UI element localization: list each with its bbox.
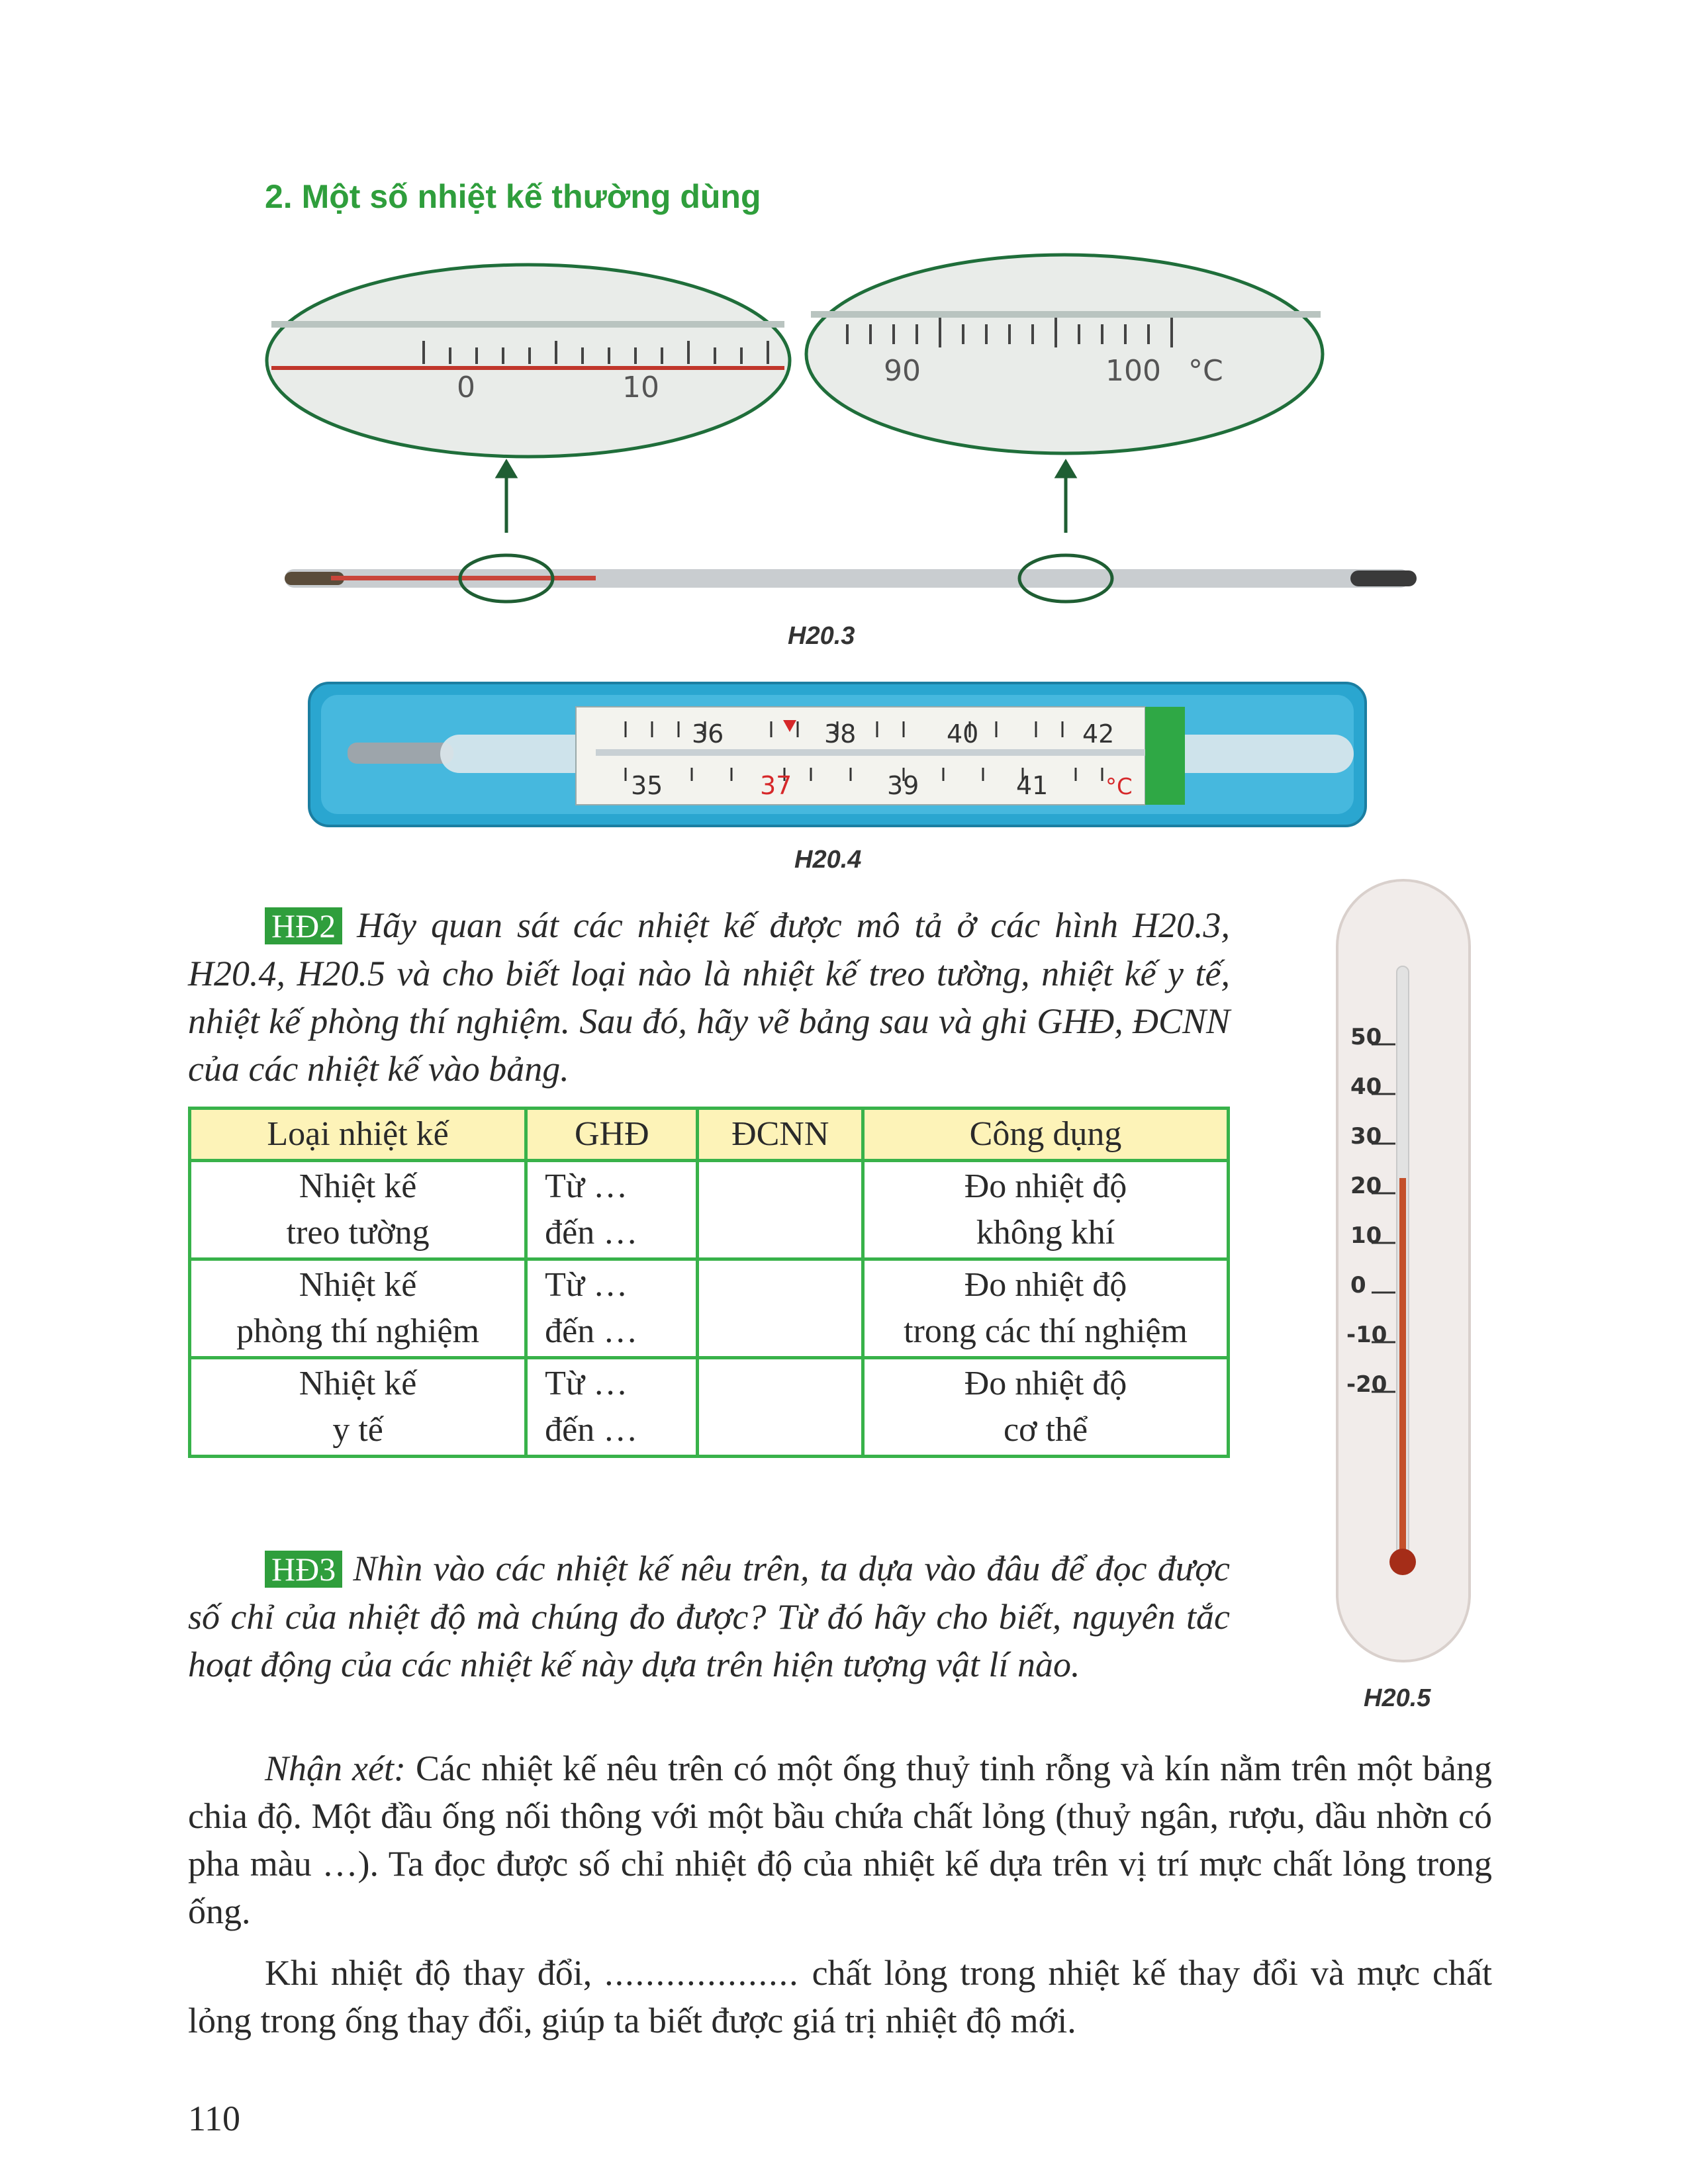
- hd2-tag: HĐ2: [265, 907, 342, 944]
- h205-label-10: 10: [1350, 1222, 1382, 1249]
- figure-h20-4-scale: [308, 682, 1367, 827]
- remark-label: Nhận xét:: [265, 1749, 406, 1788]
- zoom-arrows: [498, 462, 1074, 533]
- zoom-right: [806, 255, 1323, 453]
- section-heading: 2. Một số nhiệt kế thường dùng: [265, 178, 761, 215]
- caption-h20-5: H20.5: [1364, 1684, 1431, 1712]
- h204-unit: °C: [1105, 774, 1133, 800]
- caption-h20-3: H20.3: [788, 622, 855, 650]
- h204-label-39: 39: [887, 771, 919, 800]
- table-row: [190, 1259, 1229, 1358]
- final-after: chất lỏng trong nhiệt kế thay đổi và mực chất lỏng trong ống thay đổi, giúp ta biết được giá trị nhiệt độ mới.: [188, 1953, 1492, 2040]
- header-ghd: GHĐ: [526, 1109, 698, 1161]
- h205-label-20: 20: [1350, 1173, 1382, 1199]
- final-blank: ...................: [604, 1953, 800, 1993]
- zoom-right-label-unit: °C: [1188, 354, 1223, 388]
- h204-label-41: 41: [1016, 771, 1049, 800]
- cell-use: Đo nhiệt độ cơ thể: [863, 1358, 1229, 1457]
- cell-ghd: Từ … đến …: [526, 1161, 698, 1259]
- h205-label-minus10: -10: [1346, 1322, 1387, 1348]
- caption-h20-4: H20.4: [794, 846, 862, 874]
- h204-label-36: 36: [692, 719, 724, 749]
- h205-label-0: 0: [1350, 1272, 1366, 1298]
- zoom-left-label-10: 10: [622, 371, 659, 404]
- h205-label-minus20: -20: [1346, 1371, 1387, 1398]
- page-number: 110: [188, 2099, 240, 2138]
- h204-label-40: 40: [947, 719, 979, 749]
- cell-ghd: Từ … đến …: [526, 1358, 698, 1457]
- remark-text: Các nhiệt kế nêu trên có một ống thuỷ tinh rỗng và kín nằm trên một bảng chia độ. Một đầu ống nối thông với một bầu chứa chất lỏng (thuỷ ngân, rượu, dầu nhờn có pha màu …). Ta đọc được số chỉ nhiệt độ của nhiệt kế dựa trên vị trí mực chất lỏng trong ống.: [188, 1749, 1492, 1931]
- cell-type: Nhiệt kế y tế: [190, 1358, 526, 1457]
- cell-use: Đo nhiệt độ không khí: [863, 1161, 1229, 1259]
- hd3-paragraph: [188, 1545, 1230, 1688]
- h205-label-30: 30: [1350, 1123, 1382, 1150]
- zoom-left-label-0: 0: [457, 371, 475, 404]
- header-type: Loại nhiệt kế: [190, 1109, 526, 1161]
- h204-label-35: 35: [631, 771, 663, 800]
- h205-label-50: 50: [1350, 1024, 1382, 1050]
- remark-paragraph: [188, 1745, 1492, 1935]
- hd3-tag: HĐ3: [265, 1551, 342, 1588]
- zoom-right-label-90: 90: [884, 354, 921, 388]
- cell-dcnn: [698, 1259, 863, 1358]
- zoom-right-label-100: 100: [1105, 354, 1161, 388]
- lab-thermometer: [285, 555, 1417, 602]
- final-before: Khi nhiệt độ thay đổi,: [265, 1953, 592, 1993]
- hd2-text: Hãy quan sát các nhiệt kế được mô tả ở các hình H20.3, H20.4, H20.5 và cho biết loại nào là nhiệt kế treo tường, nhiệt kế y tế, nhiệt kế phòng thí nghiệm. Sau đó, hãy vẽ bảng sau và ghi GHĐ, ĐCNN của các nhiệt kế vào bảng.: [188, 905, 1230, 1089]
- h204-label-38: 38: [824, 719, 857, 749]
- cell-ghd: Từ … đến …: [526, 1259, 698, 1358]
- figure-h20-3: [265, 238, 1430, 615]
- zoom-left: [267, 265, 790, 457]
- table-row: [190, 1358, 1229, 1457]
- table-header-row: [190, 1109, 1229, 1161]
- cell-dcnn: [698, 1358, 863, 1457]
- cell-use: Đo nhiệt độ trong các thí nghiệm: [863, 1259, 1229, 1358]
- hd2-paragraph: [188, 901, 1230, 1093]
- table-row: [190, 1161, 1229, 1259]
- final-paragraph: [188, 1949, 1492, 2044]
- h204-label-42: 42: [1082, 719, 1115, 749]
- cell-dcnn: [698, 1161, 863, 1259]
- header-use: Công dụng: [863, 1109, 1229, 1161]
- h204-label-37: 37: [760, 771, 792, 800]
- hd3-text: Nhìn vào các nhiệt kế nêu trên, ta dựa vào đâu để đọc được số chỉ của nhiệt độ mà chúng đo được? Từ đó hãy cho biết, nguyên tắc hoạt động của các nhiệt kế này dựa trên hiện tượng vật lí nào.: [188, 1549, 1230, 1684]
- header-dcnn: ĐCNN: [698, 1109, 863, 1161]
- thermometer-table: [188, 1107, 1230, 1458]
- cell-type: Nhiệt kế phòng thí nghiệm: [190, 1259, 526, 1358]
- figure-h20-5: [1331, 874, 1476, 1668]
- cell-type: Nhiệt kế treo tường: [190, 1161, 526, 1259]
- h205-label-40: 40: [1350, 1073, 1382, 1100]
